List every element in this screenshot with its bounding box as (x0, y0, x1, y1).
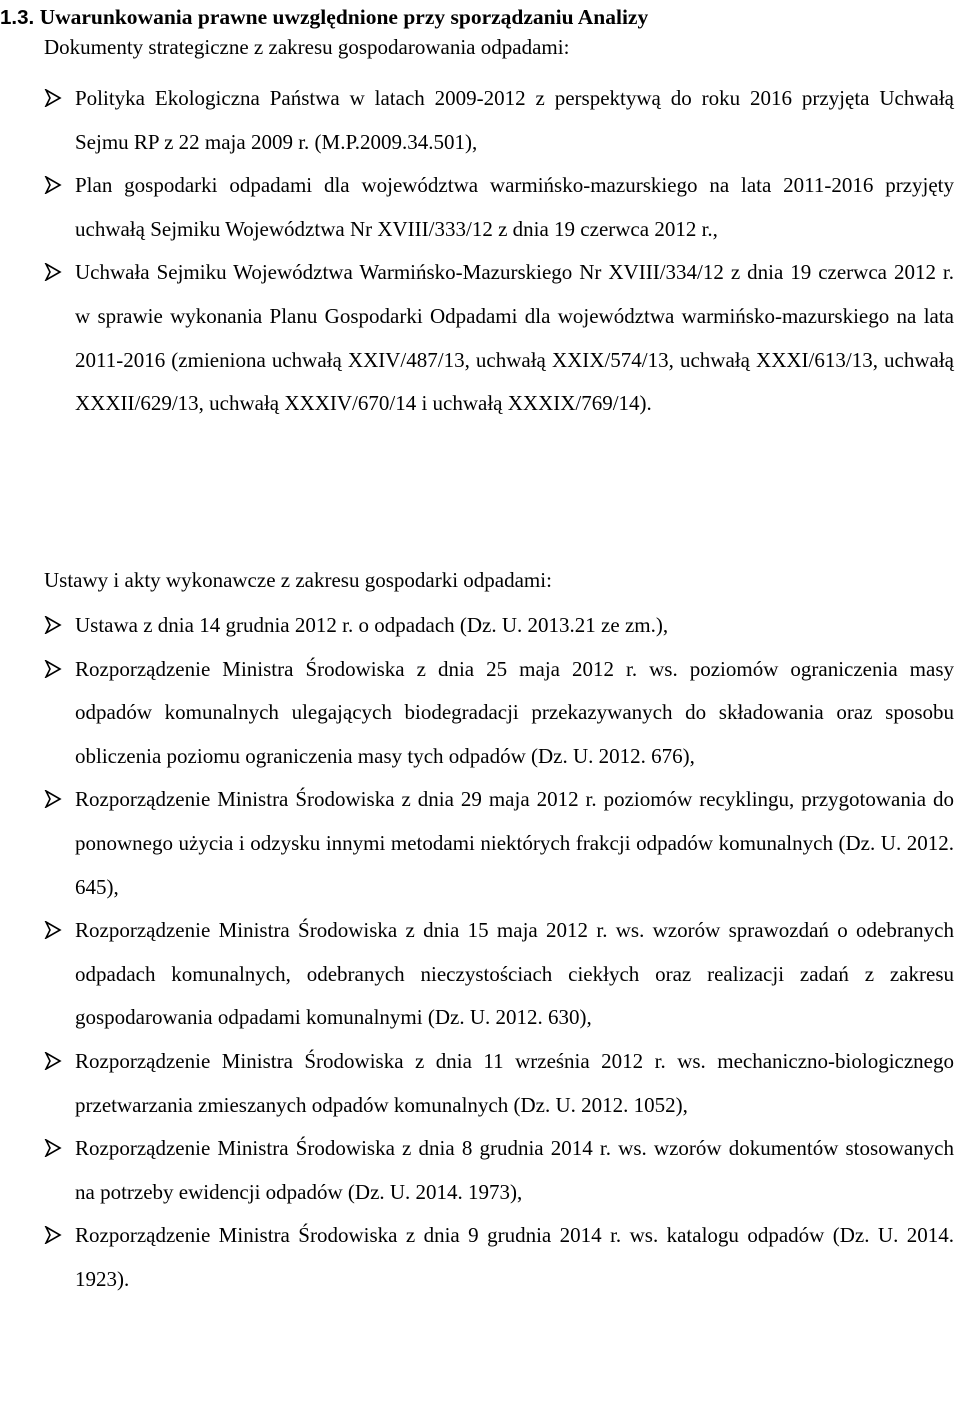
arrow-bullet-icon (44, 1139, 62, 1157)
list-item-text: Plan gospodarki odpadami dla województwa warmińsko-mazurskiego na lata 2011-2016 przyjęty uchwałą Sejmiku Województwa Nr XVIII/333/12 z dnia 19 czerwca 2012 r., (75, 173, 954, 241)
section-heading-title: Uwarunkowania prawne uwzględnione przy sporządzaniu Analizy (39, 5, 649, 29)
list-item (0, 1040, 960, 1127)
arrow-bullet-icon (44, 1226, 62, 1244)
list-item-text: Rozporządzenie Ministra Środowiska z dnia 29 maja 2012 r. poziomów recyklingu, przygotowania do ponownego użycia i odzysku innymi metodami niektórych frakcji odpadów komunalnych (Dz. U. 2012. 645), (75, 787, 954, 899)
list-item (0, 909, 960, 1040)
list-item-text: Uchwała Sejmiku Województwa Warmińsko-Mazurskiego Nr XVIII/334/12 z dnia 19 czerwca 2012 r. w sprawie wykonania Planu Gospodarki Odpadami dla województwa warmińsko-mazurskiego na lata 2011-2016 (zmieniona uchwałą XXIV/487/13, uchwałą XXIX/574/13, uchwałą XXXI/613/13, uchwałą XXXII/629/13, uchwałą XXXIV/670/14 i uchwałą XXXIX/769/14). (75, 260, 954, 416)
list-item (0, 77, 960, 164)
arrow-bullet-icon (44, 616, 62, 634)
list-item (0, 778, 960, 909)
arrow-bullet-icon (44, 790, 62, 808)
arrow-bullet-icon (44, 263, 62, 281)
list-item-text: Rozporządzenie Ministra Środowiska z dnia 9 grudnia 2014 r. ws. katalogu odpadów (Dz. U. 2014. 1923). (75, 1223, 954, 1291)
list-item (0, 164, 960, 251)
list-item (0, 1127, 960, 1214)
list-item-text: Rozporządzenie Ministra Środowiska z dnia 15 maja 2012 r. ws. wzorów sprawozdań o odebranych odpadach komunalnych, odebranych nieczystościach ciekłych oraz realizacji zadań z zakresu gospodarowania odpadami komunalnymi (Dz. U. 2012. 630), (75, 918, 954, 1030)
arrow-bullet-icon (44, 1052, 62, 1070)
list-item (0, 1214, 960, 1301)
list-item-text: Polityka Ekologiczna Państwa w latach 2009-2012 z perspektywą do roku 2016 przyjęta Uchwałą Sejmu RP z 22 maja 2009 r. (M.P.2009.34.501), (75, 86, 954, 154)
laws-acts-list (0, 604, 960, 1302)
list-item-text: Rozporządzenie Ministra Środowiska z dnia 11 września 2012 r. ws. mechaniczno-biologicznego przetwarzania zmieszanych odpadów komunalnych (Dz. U. 2012. 1052), (75, 1048, 954, 1117)
list-item-text: Rozporządzenie Ministra Środowiska z dnia 25 maja 2012 r. ws. poziomów ograniczenia masy odpadów komunalnych ulegających biodegradacji przekazywanych do składowania oraz sposobu obliczenia poziomu ograniczenia masy tych odpadów (Dz. U. 2012. 676), (75, 656, 954, 768)
strategic-documents-list (0, 77, 960, 426)
laws-acts-title: Ustawy i akty wykonawcze z zakresu gospodarki odpadami: (44, 568, 552, 592)
section-heading (0, 0, 960, 34)
list-item (0, 251, 960, 425)
arrow-bullet-icon (44, 921, 62, 939)
arrow-bullet-icon (44, 660, 62, 678)
list-item (0, 604, 960, 648)
arrow-bullet-icon (44, 89, 62, 107)
list-item-text: Ustawa z dnia 14 grudnia 2012 r. o odpadach (Dz. U. 2013.21 ze zm.), (75, 613, 669, 637)
arrow-bullet-icon (44, 176, 62, 194)
list-item (0, 648, 960, 779)
list-item-text: Rozporządzenie Ministra Środowiska z dnia 8 grudnia 2014 r. ws. wzorów dokumentów stosowanych na potrzeby ewidencji odpadów (Dz. U. 2014. 1973), (75, 1136, 954, 1204)
strategic-documents-title: Dokumenty strategiczne z zakresu gospodarowania odpadami: (44, 35, 570, 59)
section-number: 1.3. (0, 6, 35, 29)
